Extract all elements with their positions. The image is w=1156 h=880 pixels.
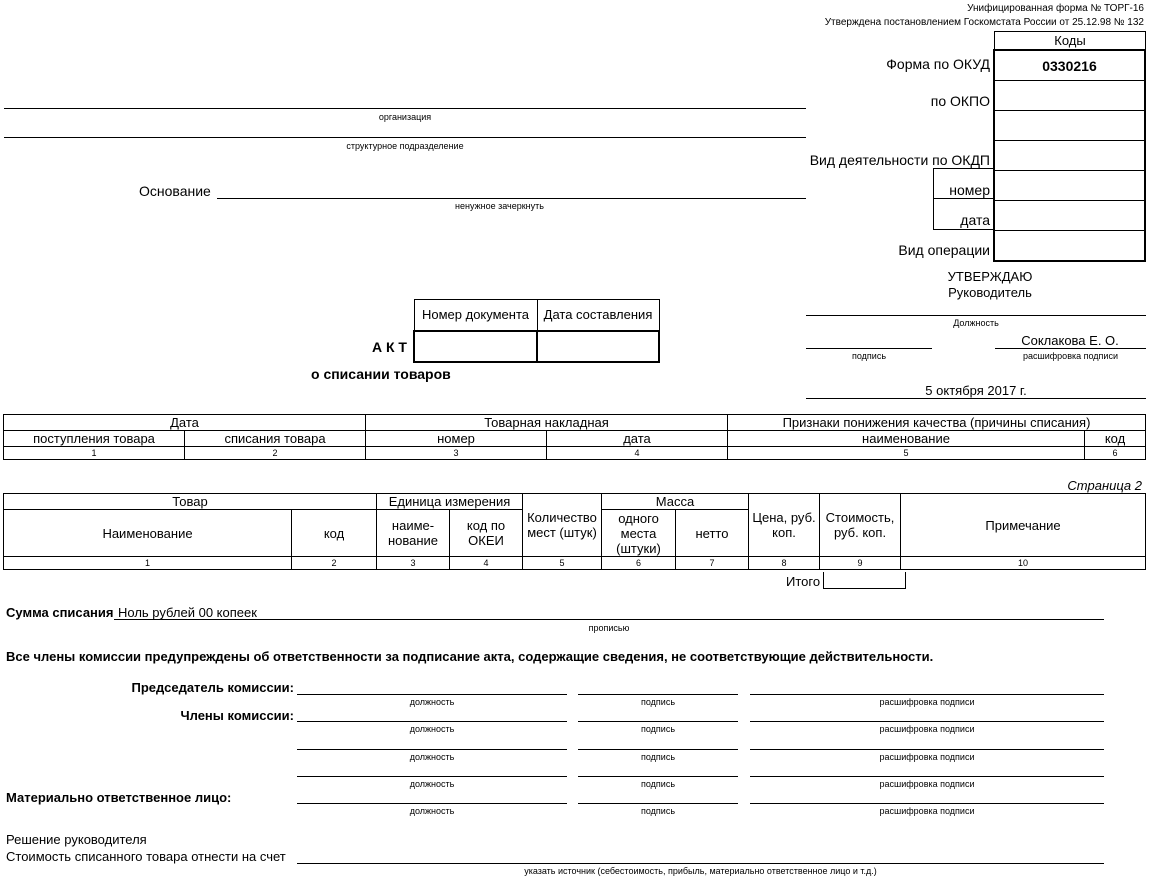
- t1-reasons-header: Признаки понижения качества (причины списания): [728, 415, 1146, 431]
- sum-value: Ноль рублей 00 копеек: [118, 605, 257, 620]
- subdivision-caption: структурное подразделение: [346, 141, 464, 151]
- t2-note-header: Примечание: [901, 494, 1146, 557]
- t2-unitname-col: наиме-нование: [377, 510, 450, 557]
- basis-caption: ненужное зачеркнуть: [455, 201, 544, 211]
- act-label: А К Т: [372, 339, 407, 355]
- member2-signature-line[interactable]: [578, 749, 738, 750]
- t1-num: 6: [1085, 447, 1146, 460]
- t1-num: 4: [547, 447, 728, 460]
- sum-caption: прописью: [588, 623, 630, 633]
- t1-date-col: дата: [547, 431, 728, 447]
- signature-caption: подпись: [640, 697, 676, 707]
- t2-num: 2: [292, 557, 377, 570]
- t2-num: 7: [676, 557, 749, 570]
- responsible-position-line[interactable]: [297, 803, 567, 804]
- codes-table: [993, 49, 1146, 262]
- position-caption: должность: [409, 697, 455, 707]
- extra-code[interactable]: [994, 111, 1145, 141]
- date-label: дата: [960, 212, 990, 228]
- decode-caption: расшифровка подписи: [879, 779, 975, 789]
- t1-receipt-col: поступления товара: [4, 431, 185, 447]
- t2-num: 9: [820, 557, 901, 570]
- approve-decode-caption: расшифровка подписи: [1023, 351, 1118, 361]
- member2-decode-line[interactable]: [750, 749, 1104, 750]
- date-code[interactable]: [994, 201, 1145, 231]
- t2-mass-header: Масса: [602, 494, 749, 510]
- t1-date-header: Дата: [4, 415, 366, 431]
- signature-caption: подпись: [640, 806, 676, 816]
- signature-caption: подпись: [640, 724, 676, 734]
- responsible-label: Материально ответственное лицо:: [6, 790, 232, 805]
- responsible-decode-line[interactable]: [750, 803, 1104, 804]
- approve-signature-caption: подпись: [851, 351, 887, 361]
- t2-price-header: Цена, руб. коп.: [749, 494, 820, 557]
- approve-decode-line[interactable]: [995, 348, 1146, 349]
- members-label: Члены комиссии:: [180, 708, 294, 723]
- member3-decode-line[interactable]: [750, 776, 1104, 777]
- t1-num: 5: [728, 447, 1085, 460]
- doc-number-header: Номер документа: [414, 300, 537, 331]
- t1-num: 2: [185, 447, 366, 460]
- decision-account-label: Стоимость списанного товара отнести на счет: [6, 849, 286, 864]
- total-cell[interactable]: [823, 572, 906, 589]
- t2-goods-header: Товар: [4, 494, 377, 510]
- t2-num: 1: [4, 557, 292, 570]
- total-label: Итого: [786, 574, 821, 589]
- chair-decode-line[interactable]: [750, 694, 1104, 695]
- doc-number-cell[interactable]: [414, 331, 537, 362]
- document-number-table: [413, 299, 660, 363]
- decision-account-line[interactable]: [297, 863, 1104, 864]
- approve-role: Руководитель: [948, 285, 1032, 300]
- approve-date-line[interactable]: [806, 398, 1146, 399]
- doc-date-cell[interactable]: [537, 331, 659, 362]
- t2-num: 4: [450, 557, 523, 570]
- goods-table: [3, 493, 1146, 570]
- subdivision-line[interactable]: [4, 137, 806, 138]
- chair-label: Председатель комиссии:: [131, 680, 294, 695]
- t1-invoice-header: Товарная накладная: [366, 415, 728, 431]
- signature-caption: подпись: [640, 752, 676, 762]
- sum-label: Сумма списания: [6, 605, 114, 620]
- okpo-label: по ОКПО: [930, 93, 990, 109]
- t2-okei-col: код по ОКЕИ: [450, 510, 523, 557]
- approve-date: 5 октября 2017 г.: [925, 383, 1027, 398]
- t2-one-col: одного места (штуки): [602, 510, 676, 557]
- position-caption: должность: [409, 779, 455, 789]
- codes-title: Коды: [994, 31, 1146, 49]
- approve-title: УТВЕРЖДАЮ: [947, 269, 1033, 284]
- okdp-label: Вид деятельности по ОКДП: [809, 152, 990, 168]
- doc-date-header: Дата составления: [537, 300, 659, 331]
- decision-caption: указать источник (себестоимость, прибыль, материально ответственное лицо и т.д.): [524, 866, 877, 876]
- sum-line[interactable]: [114, 619, 1104, 620]
- approver-name: Соклакова Е. О.: [1021, 333, 1119, 348]
- t1-number-col: номер: [366, 431, 547, 447]
- position-caption: должность: [409, 806, 455, 816]
- decode-caption: расшифровка подписи: [879, 806, 975, 816]
- number-code[interactable]: [994, 171, 1145, 201]
- t2-cost-header: Стоимость, руб. коп.: [820, 494, 901, 557]
- page-label: Страница 2: [1067, 478, 1142, 493]
- signature-caption: подпись: [640, 779, 676, 789]
- position-caption: должность: [409, 724, 455, 734]
- t2-code-col: код: [292, 510, 377, 557]
- t1-num: 1: [4, 447, 185, 460]
- write-off-info-table: [3, 414, 1146, 460]
- member2-position-line[interactable]: [297, 749, 567, 750]
- t2-num: 5: [523, 557, 602, 570]
- chair-signature-line[interactable]: [578, 694, 738, 695]
- position-caption: должность: [409, 752, 455, 762]
- t1-num: 3: [366, 447, 547, 460]
- basis-label: Основание: [139, 183, 211, 199]
- okud-code: 0330216: [994, 50, 1145, 81]
- t1-name-col: наименование: [728, 431, 1085, 447]
- member1-decode-line[interactable]: [750, 721, 1104, 722]
- member3-signature-line[interactable]: [578, 776, 738, 777]
- approve-position-caption: Должность: [953, 318, 999, 328]
- organization-line[interactable]: [4, 108, 806, 109]
- t1-code-col: код: [1085, 431, 1146, 447]
- approve-signature-line[interactable]: [806, 348, 932, 349]
- t2-unit-header: Единица измерения: [377, 494, 523, 510]
- operation-code[interactable]: [994, 231, 1145, 262]
- t2-name-col: Наименование: [4, 510, 292, 557]
- form-name: Унифицированная форма № ТОРГ-16: [967, 3, 1144, 14]
- decode-caption: расшифровка подписи: [879, 697, 975, 707]
- t2-num: 6: [602, 557, 676, 570]
- okdp-code[interactable]: [994, 141, 1145, 171]
- t2-num: 8: [749, 557, 820, 570]
- member1-position-line[interactable]: [297, 721, 567, 722]
- organization-caption: организация: [378, 112, 432, 122]
- approve-position-line[interactable]: [806, 315, 1146, 316]
- t2-net-col: нетто: [676, 510, 749, 557]
- basis-line[interactable]: [217, 198, 806, 199]
- okud-label: Форма по ОКУД: [886, 56, 990, 72]
- okpo-code[interactable]: [994, 81, 1145, 111]
- t1-writeoff-col: списания товара: [185, 431, 366, 447]
- chair-position-line[interactable]: [297, 694, 567, 695]
- approval-note: Утверждена постановлением Госкомстата России от 25.12.98 № 132: [824, 17, 1144, 28]
- responsible-signature-line[interactable]: [578, 803, 738, 804]
- decode-caption: расшифровка подписи: [879, 752, 975, 762]
- t2-num: 10: [901, 557, 1146, 570]
- decision-title: Решение руководителя: [6, 832, 147, 847]
- member1-signature-line[interactable]: [578, 721, 738, 722]
- member3-position-line[interactable]: [297, 776, 567, 777]
- operation-label: Вид операции: [898, 242, 990, 258]
- decode-caption: расшифровка подписи: [879, 724, 975, 734]
- t2-num: 3: [377, 557, 450, 570]
- act-subtitle: о списании товаров: [311, 366, 451, 382]
- t2-qty-header: Количество мест (штук): [523, 494, 602, 557]
- warning-text: Все члены комиссии предупреждены об ответственности за подписание акта, содержащие сведения, не соответствующие действительности.: [6, 649, 934, 664]
- number-label: номер: [949, 182, 990, 198]
